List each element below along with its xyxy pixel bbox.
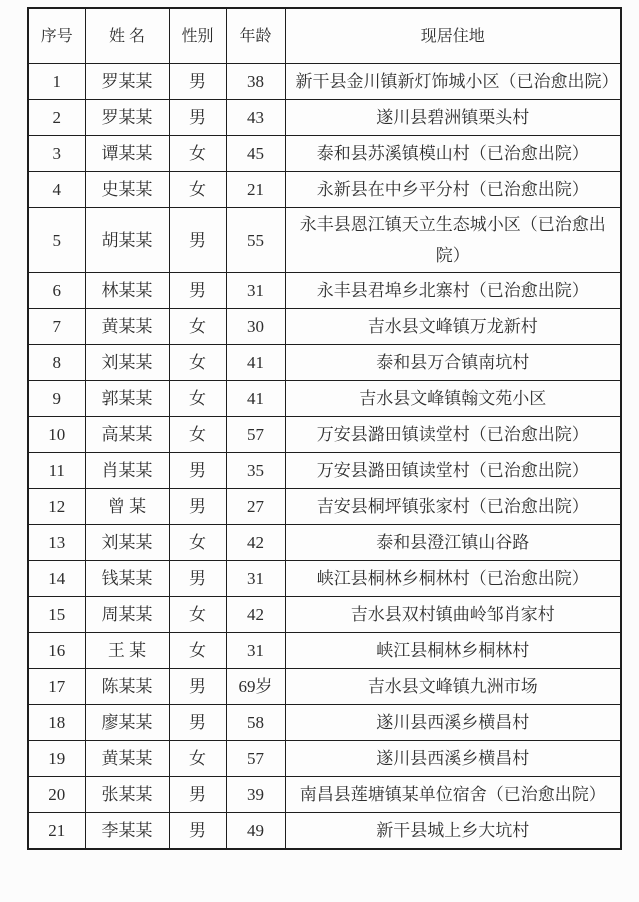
cell-age: 42 (226, 597, 285, 633)
cell-serial: 14 (28, 561, 85, 597)
table-row (28, 381, 621, 417)
cell-address: 遂川县碧洲镇栗头村 (285, 100, 621, 136)
cell-address: 新干县城上乡大坑村 (285, 813, 621, 850)
cell-age: 49 (226, 813, 285, 850)
cell-address: 峡江县桐林乡桐林村（已治愈出院） (285, 561, 621, 597)
table-row (28, 309, 621, 345)
table-row (28, 453, 621, 489)
cell-age: 38 (226, 64, 285, 100)
cell-gender: 男 (169, 813, 226, 850)
table-row (28, 525, 621, 561)
cell-age: 55 (226, 208, 285, 273)
cell-age: 43 (226, 100, 285, 136)
cell-gender: 男 (169, 669, 226, 705)
table-row (28, 489, 621, 525)
cell-address: 吉安县桐坪镇张家村（已治愈出院） (285, 489, 621, 525)
cell-serial: 18 (28, 705, 85, 741)
cell-serial: 3 (28, 136, 85, 172)
table-row (28, 669, 621, 705)
cell-age: 42 (226, 525, 285, 561)
cell-address: 南昌县莲塘镇某单位宿舍（已治愈出院） (285, 777, 621, 813)
table-row (28, 64, 621, 100)
cases-table (27, 7, 622, 850)
cell-name: 陈某某 (85, 669, 169, 705)
cell-serial: 2 (28, 100, 85, 136)
cell-age: 39 (226, 777, 285, 813)
header-cell-serial: 序号 (28, 8, 85, 64)
table-row (28, 633, 621, 669)
cell-gender: 男 (169, 777, 226, 813)
table-row (28, 136, 621, 172)
cell-address: 万安县潞田镇读堂村（已治愈出院） (285, 453, 621, 489)
table-row (28, 741, 621, 777)
table-row (28, 561, 621, 597)
cell-name: 刘某某 (85, 525, 169, 561)
cell-address: 泰和县万合镇南坑村 (285, 345, 621, 381)
cell-name: 王 某 (85, 633, 169, 669)
cell-serial: 15 (28, 597, 85, 633)
cell-address: 遂川县西溪乡横昌村 (285, 705, 621, 741)
cell-age: 41 (226, 381, 285, 417)
cell-serial: 20 (28, 777, 85, 813)
cell-name: 廖某某 (85, 705, 169, 741)
cell-name: 肖某某 (85, 453, 169, 489)
cell-gender: 女 (169, 597, 226, 633)
table-row (28, 172, 621, 208)
cell-name: 高某某 (85, 417, 169, 453)
cell-gender: 女 (169, 525, 226, 561)
cell-name: 罗某某 (85, 100, 169, 136)
cell-serial: 12 (28, 489, 85, 525)
cell-age: 31 (226, 633, 285, 669)
table-row (28, 417, 621, 453)
cell-age: 35 (226, 453, 285, 489)
cell-name: 钱某某 (85, 561, 169, 597)
cell-address: 遂川县西溪乡横昌村 (285, 741, 621, 777)
cell-name: 张某某 (85, 777, 169, 813)
cell-age: 31 (226, 273, 285, 309)
cell-gender: 女 (169, 417, 226, 453)
table-row (28, 273, 621, 309)
cell-age: 45 (226, 136, 285, 172)
table-row (28, 597, 621, 633)
cell-age: 58 (226, 705, 285, 741)
cell-serial: 17 (28, 669, 85, 705)
header-cell-age: 年龄 (226, 8, 285, 64)
cell-address: 万安县潞田镇读堂村（已治愈出院） (285, 417, 621, 453)
cell-address: 新干县金川镇新灯饰城小区（已治愈出院） (285, 64, 621, 100)
cell-name: 郭某某 (85, 381, 169, 417)
cell-name: 李某某 (85, 813, 169, 850)
cell-address: 永新县在中乡平分村（已治愈出院） (285, 172, 621, 208)
cell-serial: 13 (28, 525, 85, 561)
cell-age: 31 (226, 561, 285, 597)
header-cell-address: 现居住地 (285, 8, 621, 64)
table-row (28, 345, 621, 381)
cell-gender: 女 (169, 345, 226, 381)
cell-address: 泰和县苏溪镇模山村（已治愈出院） (285, 136, 621, 172)
cell-gender: 女 (169, 136, 226, 172)
cell-name: 黄某某 (85, 309, 169, 345)
cell-gender: 男 (169, 705, 226, 741)
cell-address: 吉水县文峰镇翰文苑小区 (285, 381, 621, 417)
cell-serial: 7 (28, 309, 85, 345)
cell-address: 峡江县桐林乡桐林村 (285, 633, 621, 669)
table-row (28, 813, 621, 850)
cell-name: 谭某某 (85, 136, 169, 172)
cell-age: 30 (226, 309, 285, 345)
cell-name: 黄某某 (85, 741, 169, 777)
cell-gender: 女 (169, 633, 226, 669)
cell-gender: 女 (169, 381, 226, 417)
cell-serial: 1 (28, 64, 85, 100)
cell-age: 21 (226, 172, 285, 208)
cell-address: 吉水县双村镇曲岭邹肖家村 (285, 597, 621, 633)
cell-serial: 11 (28, 453, 85, 489)
cell-name: 周某某 (85, 597, 169, 633)
cell-gender: 女 (169, 172, 226, 208)
cell-name: 罗某某 (85, 64, 169, 100)
cell-gender: 男 (169, 64, 226, 100)
cell-serial: 21 (28, 813, 85, 850)
cell-gender: 男 (169, 208, 226, 273)
cell-age: 57 (226, 417, 285, 453)
cell-serial: 16 (28, 633, 85, 669)
cell-serial: 9 (28, 381, 85, 417)
cell-gender: 男 (169, 561, 226, 597)
cell-gender: 男 (169, 100, 226, 136)
cell-age: 57 (226, 741, 285, 777)
cell-gender: 男 (169, 273, 226, 309)
cell-gender: 男 (169, 453, 226, 489)
cell-address: 永丰县君埠乡北寨村（已治愈出院） (285, 273, 621, 309)
cell-gender: 男 (169, 489, 226, 525)
table-row (28, 100, 621, 136)
table-body (28, 64, 621, 850)
header-cell-name: 姓 名 (85, 8, 169, 64)
cell-age: 41 (226, 345, 285, 381)
cell-name: 史某某 (85, 172, 169, 208)
cell-age: 27 (226, 489, 285, 525)
cell-serial: 4 (28, 172, 85, 208)
cell-address: 永丰县恩江镇天立生态城小区（已治愈出院） (285, 208, 621, 273)
header-row (28, 8, 621, 64)
cell-gender: 女 (169, 309, 226, 345)
cell-age: 69岁 (226, 669, 285, 705)
cell-serial: 6 (28, 273, 85, 309)
cell-serial: 5 (28, 208, 85, 273)
table-row (28, 777, 621, 813)
table-row (28, 705, 621, 741)
table-row (28, 208, 621, 273)
header-cell-gender: 性别 (169, 8, 226, 64)
cell-address: 吉水县文峰镇九洲市场 (285, 669, 621, 705)
cell-address: 泰和县澄江镇山谷路 (285, 525, 621, 561)
cell-serial: 19 (28, 741, 85, 777)
cell-gender: 女 (169, 741, 226, 777)
cell-serial: 8 (28, 345, 85, 381)
cell-name: 刘某某 (85, 345, 169, 381)
cell-name: 胡某某 (85, 208, 169, 273)
cell-name: 曾 某 (85, 489, 169, 525)
cell-serial: 10 (28, 417, 85, 453)
cell-address: 吉水县文峰镇万龙新村 (285, 309, 621, 345)
cell-name: 林某某 (85, 273, 169, 309)
